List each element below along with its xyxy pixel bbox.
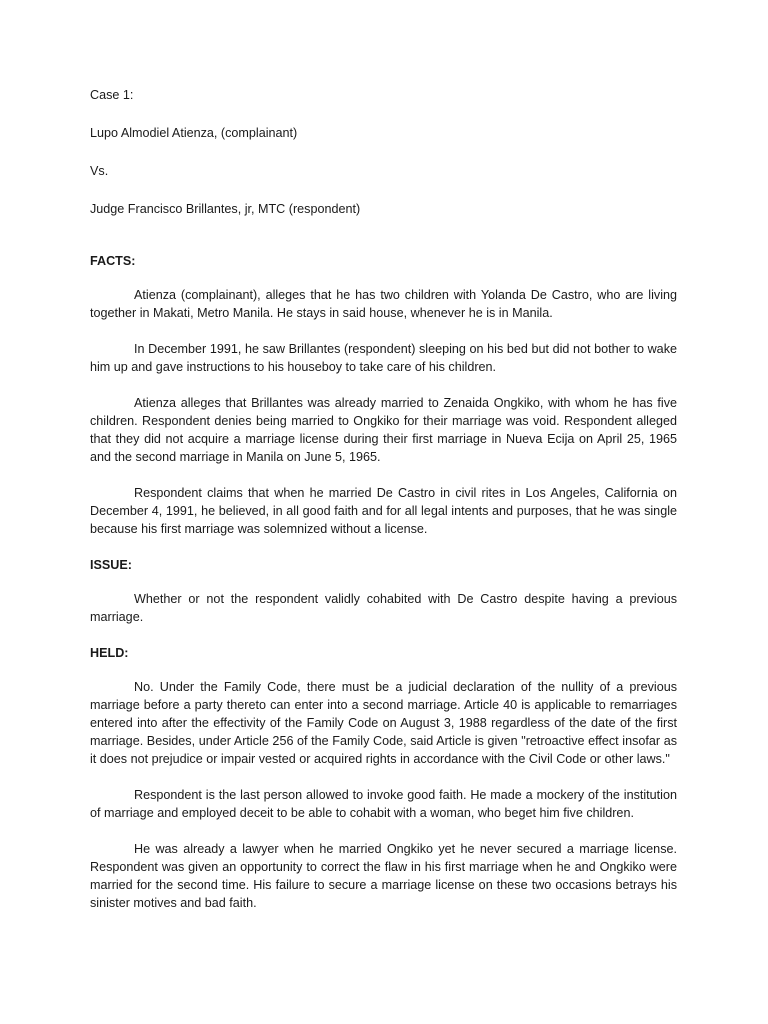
- held-paragraph: Respondent is the last person allowed to invoke good faith. He made a mockery of the institution of marriage and employed deceit to be able to cohabit with a woman, who beget him five children.: [90, 788, 677, 820]
- held-paragraph: He was already a lawyer when he married Ongkiko yet he never secured a marriage license. Respondent was given an opportunity to correct the flaw in his first marriage when he and Ongkiko were married for the second time. His failure to secure a marriage license on these two occasions betrays his sinister motives and bad faith.: [90, 842, 677, 910]
- spacer: [90, 238, 677, 252]
- facts-heading: FACTS:: [90, 254, 136, 268]
- document-page: [90, 86, 677, 930]
- issue-heading: ISSUE:: [90, 558, 132, 572]
- case-label: Case 1:: [90, 88, 134, 102]
- facts-paragraph: Atienza alleges that Brillantes was already married to Zenaida Ongkiko, with whom he has five children. Respondent denies being married to Ongkiko for their marriage was void. Respondent alleged that they did not acquire a marriage license during their first marriage in Nueva Ecija on April 25, 1965 and the second marriage in Manila on June 5, 1965.: [90, 396, 677, 464]
- facts-paragraph: Atienza (complainant), alleges that he has two children with Yolanda De Castro, who are living together in Makati, Metro Manila. He stays in said house, whenever he is in Manila.: [90, 288, 677, 320]
- held-heading: HELD:: [90, 646, 129, 660]
- issue-paragraph: Whether or not the respondent validly cohabited with De Castro despite having a previous marriage.: [90, 592, 677, 624]
- versus-line: Vs.: [90, 164, 109, 178]
- facts-paragraph: Respondent claims that when he married De Castro in civil rites in Los Angeles, California on December 4, 1991, he believed, in all good faith and for all legal intents and purposes, that he was single because his first marriage was solemnized without a license.: [90, 486, 677, 536]
- held-paragraph: No. Under the Family Code, there must be a judicial declaration of the nullity of a previous marriage before a party thereto can enter into a second marriage. Article 40 is applicable to remarriages entered into after the effectivity of the Family Code on August 3, 1988 regardless of the date of the first marriage. Besides, under Article 256 of the Family Code, said Article is given "retroactive effect insofar as it does not prejudice or impair vested or acquired rights in accordance with the Civil Code or other laws.": [90, 680, 677, 766]
- complainant-line: Lupo Almodiel Atienza, (complainant): [90, 126, 298, 140]
- respondent-line: Judge Francisco Brillantes, jr, MTC (respondent): [90, 202, 361, 216]
- facts-paragraph: In December 1991, he saw Brillantes (respondent) sleeping on his bed but did not bother to wake him up and gave instructions to his houseboy to take care of his children.: [90, 342, 677, 374]
